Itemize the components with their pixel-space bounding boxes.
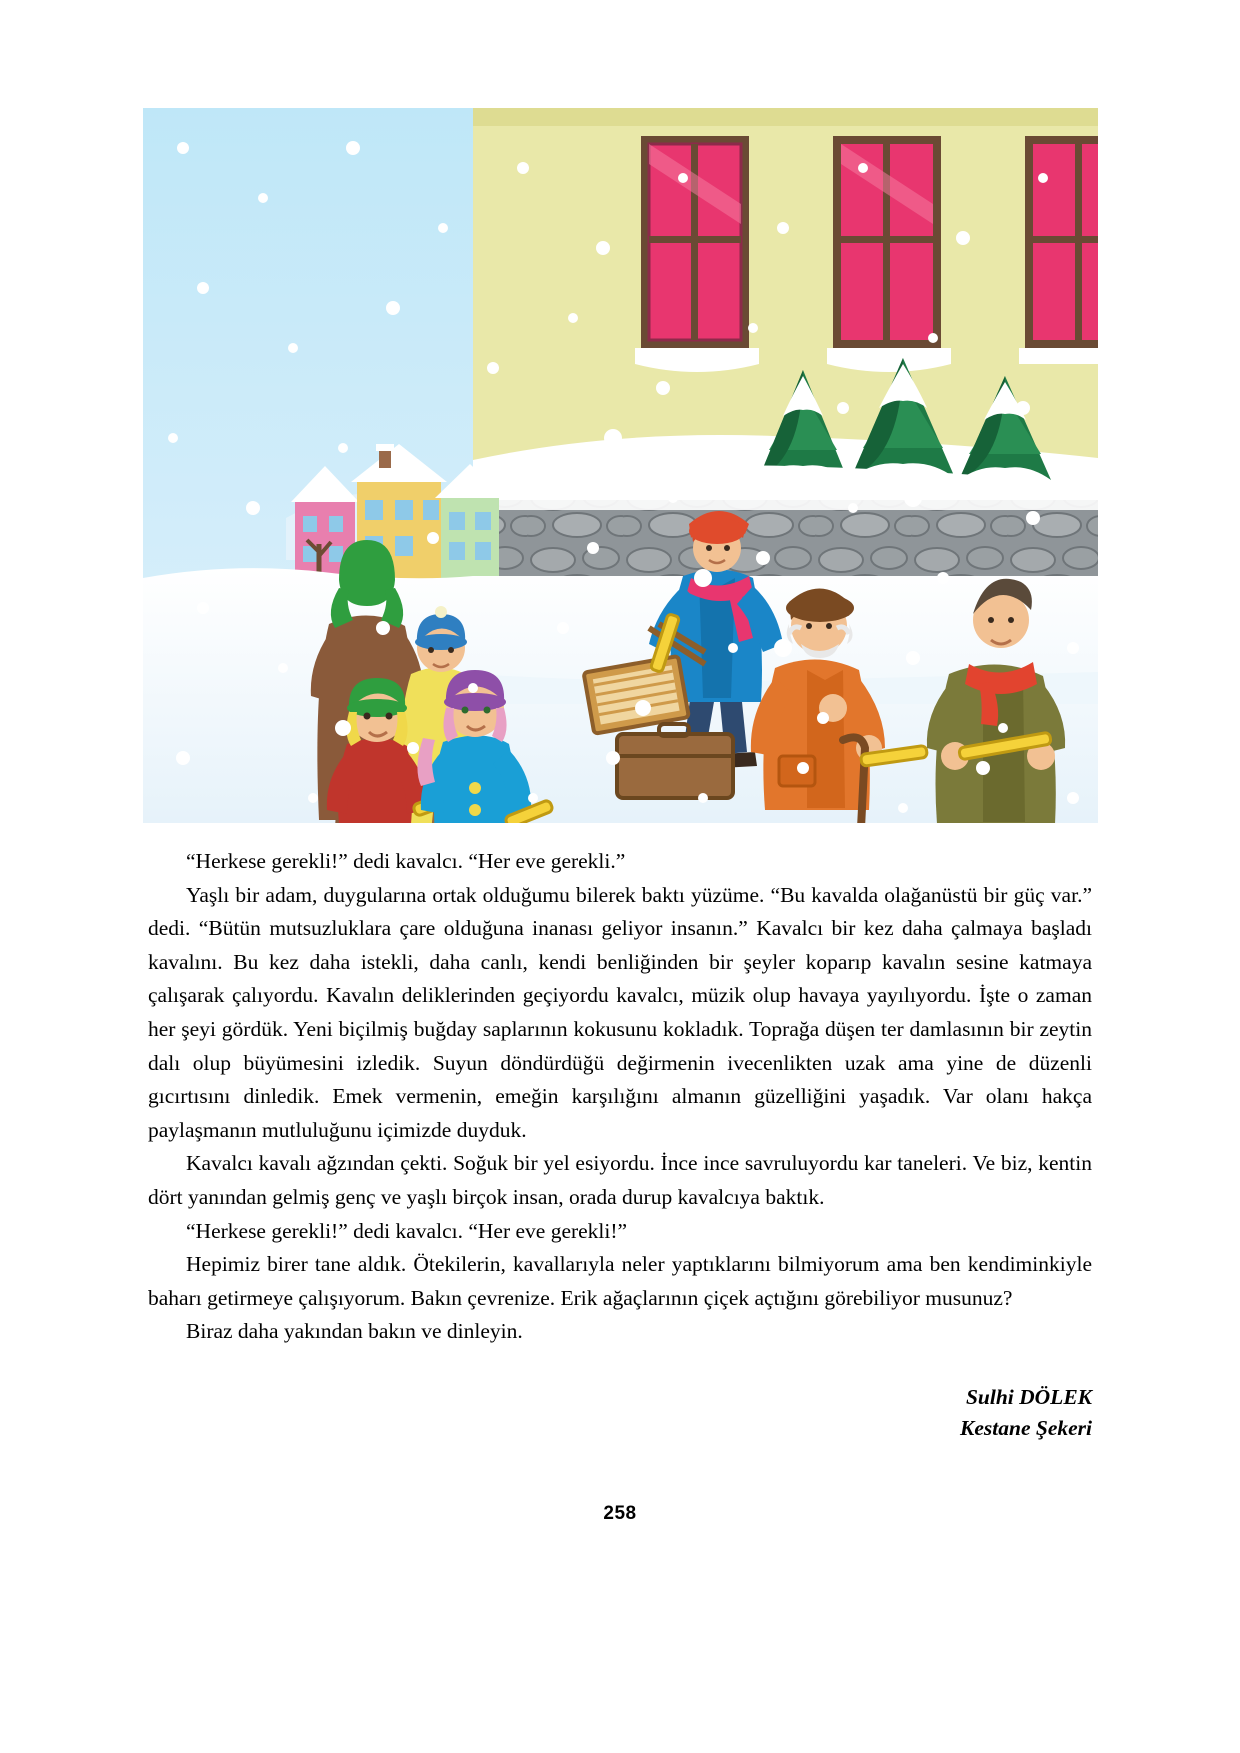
attribution-source: Kestane Şekeri [960, 1416, 1092, 1440]
article-text [148, 845, 1092, 1349]
illustration-snowy-street [143, 108, 1098, 823]
paragraph: “Herkese gerekli!” dedi kavalcı. “Her eve gerekli!” [186, 1218, 628, 1243]
page-number: 258 [603, 1503, 637, 1524]
paragraph: Biraz daha yakından bakın ve dinleyin. [186, 1319, 523, 1344]
paragraph: Yaşlı bir adam, duygularına ortak olduğumu bilerek baktı yüzüme. “Bu kavalda olağanüstü bir güç var.” dedi. “Bütün mutsuzluklara çare olduğuna inanası geliyor insanın.” Kavalcı bir kez daha çalmaya başladı kavalını. Bu kez daha istekli, daha canlı, kendi benliğinden bir şeyler koparıp kavalın sesine katmaya çalışarak çalıyordu. Kavalın deliklerinden geçiyordu kavalcı, müzik olup havaya yayılıyordu. İşte o zaman her şeyi gördük. Yeni biçilmiş buğday saplarının kokusunu kokladık. Toprağa düşen ter damlasının bir zeytin dalı olup büyümesini izledik. Suyun döndürdüğü değirmenin ivecenlikten uzak ama yine de düzenli gıcırtısını dinledik. Emek vermenin, emeğin karşılığını almanın güzelliğini yaşadık. Var olanı hakça paylaşmanın mutluluğunu içimizde duyduk. [148, 882, 1092, 1142]
paragraph: “Herkese gerekli!” dedi kavalcı. “Her eve gerekli.” [186, 849, 626, 873]
attribution [148, 1382, 1092, 1444]
paragraph: Kavalcı kavalı ağzından çekti. Soğuk bir yel esiyordu. İnce ince savruluyordu kar taneleri. Ve biz, kentin dört yanından gelmiş genç ve yaşlı birçok insan, orada durup kavalcıya baktık. [148, 1151, 1092, 1209]
attribution-author: Sulhi DÖLEK [965, 1385, 1092, 1409]
illustration-svg [143, 108, 1098, 823]
paragraph: Hepimiz birer tane aldık. Ötekilerin, kavallarıyla neler yaptıklarını bilmiyorum ama ben kendiminkiyle baharı getirmeye çalışıyorum. Bakın çevrenize. Erik ağaçlarının çiçek açtığını görebiliyor musunuz? [148, 1252, 1092, 1310]
